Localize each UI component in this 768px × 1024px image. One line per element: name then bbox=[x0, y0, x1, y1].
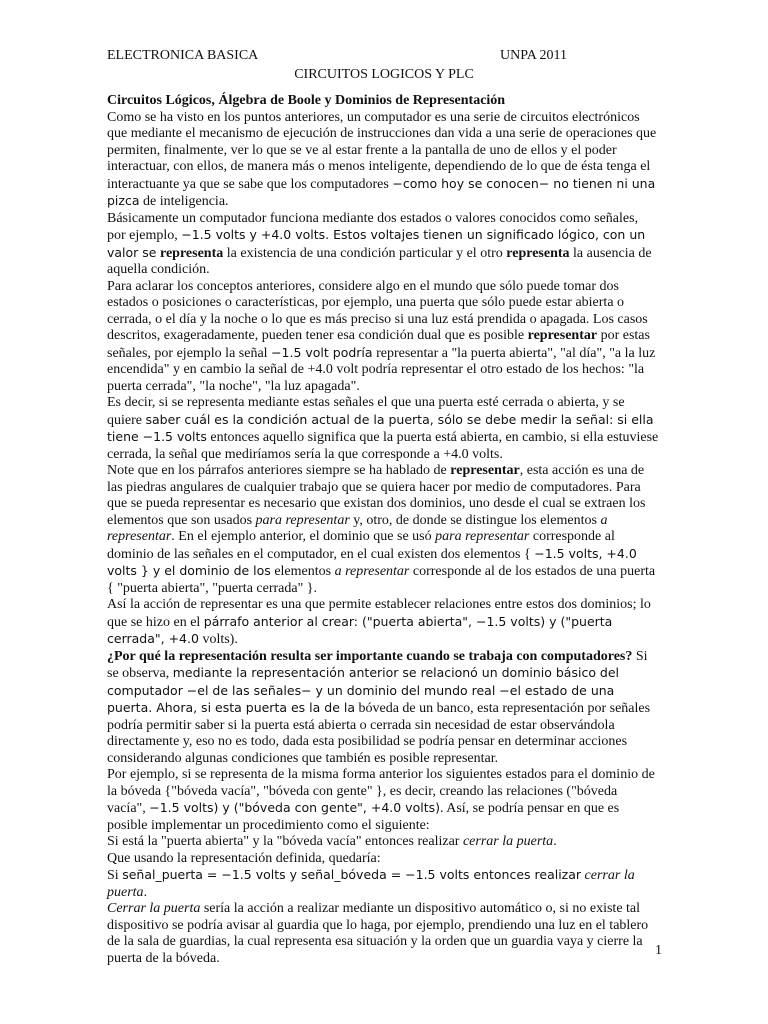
paragraph-10: Que usando la representación definida, quedaría: bbox=[107, 850, 381, 866]
paragraph-4: Es decir, si se representa mediante estas señales el que una puerta esté cerrada o abierta, y se quiere saber cuál es la condición actual de la puerta, sólo se debe medir la señal: si ella tiene −1.5 volts entonces aquello significa que la puerta está abierta, en cambio, si ella estuviese cerrada, la señal que mediríamos sería la que corresponde a +4.0 volts. bbox=[107, 395, 659, 462]
paragraph-3: Para aclarar los conceptos anteriores, considere algo en el mundo que sólo puede tomar dos estados o posiciones o características, por ejemplo, una puerta que sólo puede estar abierta o cerrada, o el día y la noche o lo que es más preciso si una luz está prendida o apagada. Los casos descritos, exageradamente, pueden tener esa condición dual que es posible representar por estas señales, por ejemplo la señal −1.5 volt podría representar a "la puerta abierta", "al día", "a la luz encendida" y en cambio la señal de +4.0 volt podría representar el otro estado de los hechos: "la puerta cerrada", "la noche", "la luz apagada". bbox=[107, 278, 656, 394]
paragraph-11: Si señal_puerta = −1.5 volts y señal_bóveda = −1.5 volts entonces realizar cerrar la puerta. bbox=[107, 867, 635, 900]
header-institution: UNPA 2011 bbox=[500, 48, 568, 63]
paragraph-1: Como se ha visto en los puntos anteriores, un computador es una serie de circuitos electrónicos que mediante el mecanismo de ejecución de instrucciones dan vida a una serie de operaciones que permiten, finalmente, ver lo que se ve al estar frente a la pantalla de uno de ellos y el poder interactuar, con ellos, de manera más o menos inteligente, dependiendo de lo que de ésta tenga el interactuante ya que se sabe que los computadores −como hoy se conocen− no tienen ni una pizca de inteligencia. bbox=[107, 109, 657, 209]
header-subtitle: CIRCUITOS LOGICOS Y PLC bbox=[294, 67, 474, 82]
paragraph-5: Note que en los párrafos anteriores siempre se ha hablado de representar, esta acción es una de las piedras angulares de cualquier trabajo que se quiera hacer por medio de computadores. Para que se pueda representar es necesario que existan dos dominios, uno desde el cual se extraen los elementos que son usados para representar y, otro, de donde se distingue los elementos a representar. En el ejemplo anterior, el dominio que se usó para representar corresponde al dominio de las señales en el computador, en el cual existen dos elementos { −1.5 volts, +4.0 volts } y el dominio de los elementos a representar corresponde al de los estados de una puerta { "puerta abierta", "puerta cerrada" }. bbox=[107, 463, 656, 596]
header-course: ELECTRONICA BASICA bbox=[107, 48, 259, 63]
paragraph-2: Básicamente un computador funciona mediante dos estados o valores conocidos como señales, por ejemplo, −1.5 volts y +4.0 volts. Estos voltajes tienen un significado lógico, con un valor se representa la existencia de una condición particular y el otro representa la ausencia de aquella condición. bbox=[107, 210, 652, 277]
paragraph-9: Si está la "puerta abierta" y la "bóveda vacía" entonces realizar cerrar la puerta. bbox=[107, 834, 557, 849]
paragraph-8: Por ejemplo, si se representa de la misma forma anterior los siguientes estados para el dominio de la bóveda {"bóveda vacía", "bóveda con gente" }, es decir, creando las relaciones ("bóveda vacía", −1.5 volts) y ("bóveda con gente", +4.0 volts). Así, se podría pensar en que es posible implementar un procedimiento como el siguiente: bbox=[107, 767, 655, 833]
paragraph-6: Así la acción de representar es una que permite establecer relaciones entre estos dos dominios; lo que se hizo en el párrafo anterior al crear: ("puerta abierta", −1.5 volts) y ("puerta cerrada", +4.0 volts). bbox=[107, 597, 651, 647]
page-number: 1 bbox=[655, 943, 662, 958]
document-body bbox=[107, 93, 659, 967]
paragraph-7: ¿Por qué la representación resulta ser importante cuando se trabaja con computadores? Si se observa, mediante la representación anterior se relacionó un dominio básico del computador −el de las señales− y un dominio del mundo real −el estado de una puerta. Ahora, si esta puerta es la de la bóveda de un banco, esta representación por señales podría permitir saber si la puerta está abierta o cerrada sin necesidad de estar observándola directamente y, eso no es todo, dada esta posibilidad se podría pensar en determinar acciones considerando algunas condiciones que también es posible representar. bbox=[107, 648, 651, 766]
section-title: Circuitos Lógicos, Álgebra de Boole y Dominios de Representación bbox=[107, 93, 506, 108]
paragraph-12: Cerrar la puerta sería la acción a realizar mediante un dispositivo automático o, si no existe tal dispositivo se podría avisar al guardia que lo haga, por ejemplo, prendiendo una luz en el tablero de la sala de guardias, la cual representa esa situación y la orden que un guardia vaya y cierre la puerta de la bóveda. bbox=[107, 901, 649, 966]
